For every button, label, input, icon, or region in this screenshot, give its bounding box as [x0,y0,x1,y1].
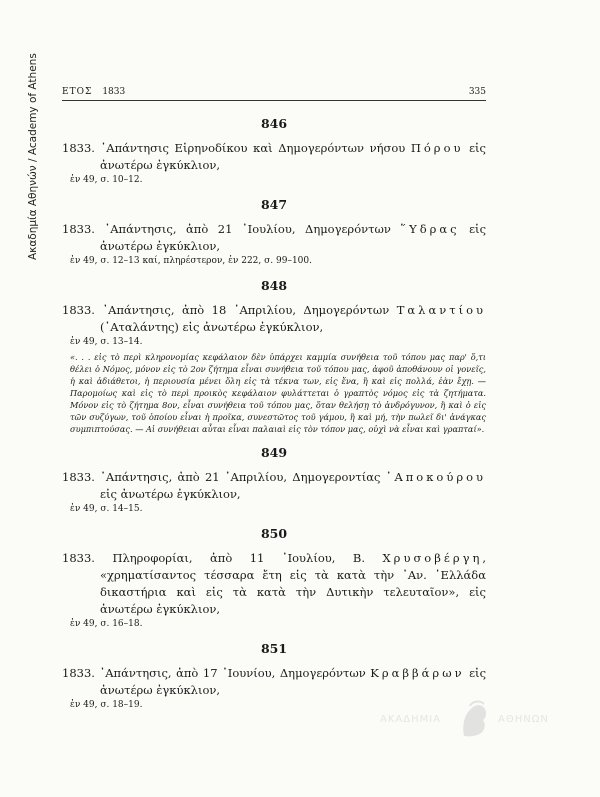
entry-number: 848 [260,278,288,293]
entry-reference: ἐν 49, σ. 12–13 καί, πληρέστερον, ἐν 222, σ. 99–100. [70,256,312,266]
entry-text-pre: ᾿Απάντησις, ἀπὸ 17 ᾿Ιουνίου, Δημογερόντων [99,666,371,680]
entry-text-post: , «χρηματίσαντος τέσσαρα ἔτη εἰς τὰ κατὰ τὴν ᾿Αν. ῾Ελλάδα δικαστήρια καὶ εἰς τὰ κατὰ τὴν Δυτικὴν τελευταῖον», εἰς ἀνωτέρω ἐγκύκλιον, [100,551,486,616]
entry-year: 1833. [62,551,95,565]
entry-text-pre: ᾿Απάντησις, ἀπὸ 18 ᾿Απριλίου, Δημογερόντων [102,303,397,317]
entry-place: Ταλαντίου [396,303,486,317]
entry-number: 850 [260,526,288,541]
entry-text-post: εἰς ἀνωτέρω ἐγκύκλιον, [100,222,487,253]
entry-text-pre: Πληροφορίαι, ἀπὸ 11 ᾿Ιουλίου, Β. [112,551,383,565]
entry-place: ᾿Αποκούρου [385,470,487,484]
watermark-text-right: ΑΘΗΝΩΝ [498,714,549,725]
entry-year: 1833. [62,470,95,484]
entry-text-pre: ᾿Απάντησις Εἰρηνοδίκου καὶ Δημογερόντων νήσου [100,141,411,155]
page-content [62,112,486,712]
entry-text-post: εἰς ἀνωτέρω ἐγκύκλιον, [100,141,486,172]
header-year: 1833 [102,87,126,97]
entry-place: ῞Υδρας [400,222,460,236]
entry-reference: ἐν 49, σ. 14–15. [70,504,143,514]
entry-reference: ἐν 49, σ. 16–18. [70,619,143,629]
entry-text-pre: ᾿Απάντησις, ἀπὸ 21 ᾿Απριλίου, Δημογεροντίας [100,470,386,484]
entry-847 [62,197,486,268]
entry-place: Πόρου [410,141,464,155]
entry-text [62,469,486,503]
entry-850 [62,526,486,631]
entry-year: 1833. [62,666,95,680]
running-header [62,87,486,97]
header-rule [62,100,486,101]
archive-side-label-text: Ακαδημία Αθηνών / Academy of Athens [27,53,39,260]
entry-text [62,665,486,699]
athena-head-icon [456,700,492,740]
archive-side-label [27,40,41,260]
entry-text [62,550,486,618]
entry-text [62,221,486,255]
entry-year: 1833. [62,222,95,236]
entry-848 [62,278,486,435]
entry-year: 1833. [62,303,95,317]
entry-text-pre: ᾿Απάντησις, ἀπὸ 21 ᾿Ιουλίου, Δημογερόντων [104,222,401,236]
entry-number: 847 [260,197,288,212]
entry-reference: ἐν 49, σ. 13–14. [70,337,143,347]
academy-watermark [368,700,548,740]
entry-reference: ἐν 49, σ. 18–19. [70,700,143,710]
entry-text-post: (᾿Αταλάντης) εἰς ἀνωτέρω ἐγκύκλιον, [100,320,324,334]
page-number: 335 [468,87,486,97]
watermark-text-left: ΑΚΑΔΗΜΙΑ [380,714,442,725]
entry-846 [62,116,486,187]
entry-quotation: «. . . εἰς τὸ περὶ κληρονομίας κεφάλαιον δὲν ὑπάρχει καμμία συνήθεια τοῦ τόπου μας παρ' ὅ,τι θέλει ὁ Νόμος, μόνον εἰς τὸ 2ον ζήτημα εἶναι συνήθεια τοῦ τόπου μας, ἀφοῦ ἀποθάνουν οἱ γονεῖς, ἡ καὶ ἀδιάθετοι, ἡ περιουσία μένει ὅλη εἰς τὰ τέκνα των, εἰς ἕνα, ἢ καὶ εἰς πολλά, ἐὰν ἔχῃ. — Παρομοίως καὶ εἰς τὸ περὶ προικὸς κεφάλαιον φυλάττεται ὁ γραπτὸς νόμος εἰς τὰ ζητήματα. Μόνον εἰς τὸ ζήτημα 8ον, εἶναι συνήθεια τοῦ τόπου μας, ὅταν θελήσῃ τὸ ἀνδρόγυνον, ἢ καὶ ὁ εἰς τῶν συζύγων, τοῦ ὁποίου εἶναι ἡ προῖκα, συνεστῶτος τοῦ γάμου, ἢ καὶ μή, τὴν πωλεῖ δι' ἀνάγκας συμπιπτούσας. — Αἱ συνήθειαι αὗται εἶναι παλαιαὶ εἰς τὸν τόπον μας, οὐχὶ νὰ εἶναι καὶ γραπταί». [70,352,486,434]
entry-place: Κραββάρων [370,666,465,680]
header-label: ΕΤΟΣ [62,87,93,97]
entry-text-post: εἰς ἀνωτέρω ἐγκύκλιον, [100,487,241,501]
entry-year: 1833. [62,141,95,155]
entry-849 [62,445,486,516]
entry-number: 851 [260,641,288,656]
entry-number: 849 [260,445,288,460]
entry-reference: ἐν 49, σ. 10–12. [70,175,143,185]
entry-text-post: εἰς ἀνωτέρω ἐγκύκλιον, [100,666,487,697]
entry-person: Χρυσοβέργη [382,551,483,565]
entry-number: 846 [260,116,288,131]
entry-text [62,140,486,174]
entry-text [62,302,486,336]
